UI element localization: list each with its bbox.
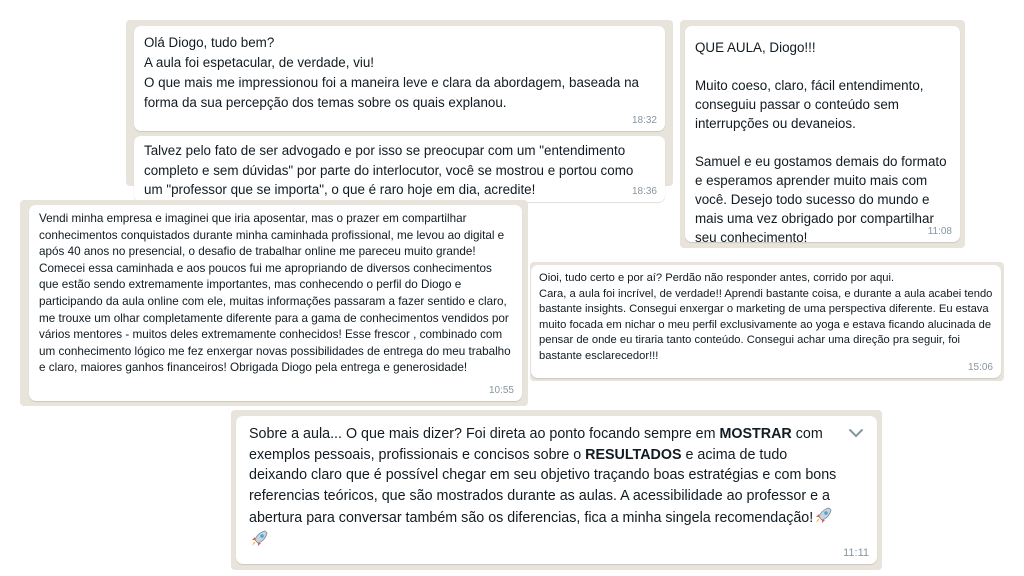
message-text: Olá Diogo, tudo bem? A aula foi espetacular, de verdade, viu! O que mais me impressionou foi a maneira leve e clara da abordagem, baseada na forma da sua percepção dos temas sobre os quais explanou.: [144, 35, 639, 110]
message-text: [249, 424, 841, 551]
message-time: 10:55: [488, 385, 514, 396]
chat-message: [236, 416, 877, 564]
rocket-emoji-icon: [249, 529, 269, 549]
message-text: Vendi minha empresa e imaginei que iria aposentar, mas o prazer em compartilhar conhecimentos conquistados durante minha caminhada profissional, me levou ao digital e após 40 anos no presencial, o desafio de trabalhar online me pareceu muito grande! Comecei essa caminhada e aos poucos fui me apropriando de diversos conhecimentos que estão sendo extremamente importantes, mas conhecendo o perfil do Diogo e participando da aula online com ele, muitas informações passaram a fazer sentido e claro, me trouxe um olhar completamente diferente para a gama de conhecimentos vendidos por vários mentores - muitos deles extremamente conhecidos! Esse frescor , combinado com um conhecimento lógico me fez enxergar novas possibilidades de entrega do meu trabalho e claro, maiores ganhos financeiros! Obrigada Diogo pela entrega e generosidade!: [39, 212, 511, 375]
text-part: Sobre a aula... O que mais dizer? Foi direta ao ponto focando sempre em: [249, 426, 720, 442]
text-part: e acima de tudo deixando claro que é possível chegar em seu objetivo traçando boas estratégias e com bons referencias teóricos, que são mostrados durante as aulas. A acessibilidade ao professor e a abertura para conversar também são os diferencias, fica a minha singela recomendação!: [249, 446, 837, 526]
message-text: Oioi, tudo certo e por aí? Perdão não responder antes, corrido por aqui. Cara, a aula foi incrível, de verdade!! Aprendi bastante coisa, e durante a aula acabei tendo bastante insights. Consegui enxergar o marketing de uma perspectiva diferente. Eu estava muito focada em nichar o meu perfil exclusivamente ao yoga e estava ficando alucinada de pensar de onde eu tiraria tanto conteúdo. Consegui achar uma direção pra seguir, foi bastante esclarecedor!!!: [539, 272, 993, 362]
message-time: 18:32: [631, 115, 657, 126]
message-text: QUE AULA, Diogo!!! Muito coeso, claro, fácil entendimento, conseguiu passar o conteúdo sem interrupções ou devaneios. Samuel e eu gostamos demais do formato e esperamos aprender muito mais com você. Desejo todo sucesso do mundo e mais uma vez obrigado por compartilhar seu conhecimento!: [695, 40, 947, 245]
highlight-mostrar: MOSTRAR: [719, 426, 792, 442]
chat-message: [134, 136, 665, 202]
testimonial-card-3: [20, 200, 528, 406]
chat-message: [134, 26, 665, 131]
message-time: 18:36: [631, 186, 657, 197]
testimonial-card-1: [126, 20, 673, 197]
highlight-resultados: RESULTADOS: [585, 446, 682, 463]
message-text: Talvez pelo fato de ser advogado e por isso se preocupar com um "entendimento completo e sem dúvidas" por parte do interlocutor, você se mostrou e portou como um "professor que se importa", o que é raro hoje em dia, acredite!: [144, 143, 634, 197]
message-time: 11:11: [843, 547, 869, 559]
testimonial-card-4: [530, 262, 1004, 381]
chat-message: [685, 26, 960, 245]
chat-message: [29, 205, 522, 401]
testimonial-card-2: [680, 20, 965, 248]
chat-message: [531, 265, 1001, 378]
testimonial-card-5: [231, 410, 882, 570]
text-part: com exemplos pessoais, profissionais e concisos sobre o: [249, 426, 823, 463]
rocket-emoji-icon: [813, 506, 833, 526]
message-time: 15:06: [967, 362, 993, 373]
chevron-down-icon[interactable]: [847, 426, 865, 440]
message-time: 11:08: [927, 226, 952, 237]
